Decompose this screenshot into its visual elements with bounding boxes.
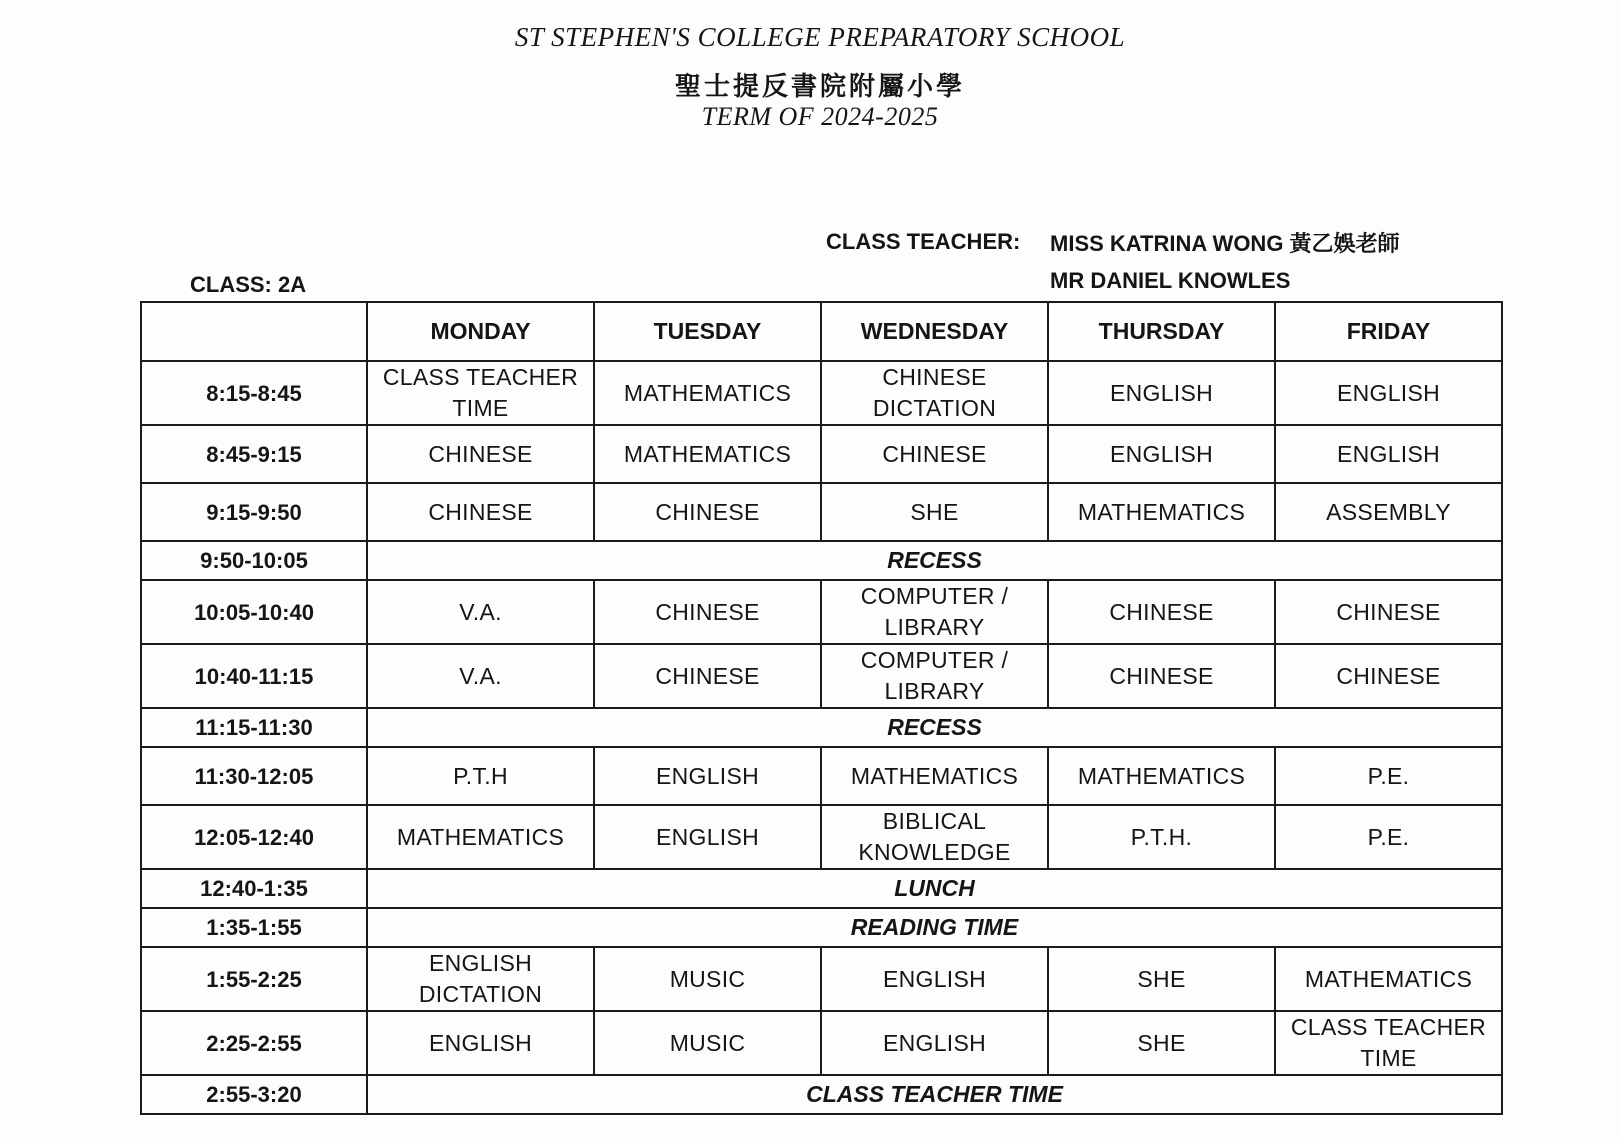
- subject-cell: CLASS TEACHER TIME: [1275, 1011, 1502, 1075]
- day-header: THURSDAY: [1048, 302, 1275, 361]
- subject-cell: ENGLISH: [821, 947, 1048, 1011]
- time-slot: 12:40-1:35: [141, 869, 367, 908]
- time-slot: 9:50-10:05: [141, 541, 367, 580]
- subject-cell: SHE: [1048, 947, 1275, 1011]
- subject-cell: V.A.: [367, 644, 594, 708]
- lesson-row: [141, 1011, 1502, 1075]
- subject-cell: MATHEMATICS: [821, 747, 1048, 805]
- subject-cell: ENGLISH: [1048, 425, 1275, 483]
- subject-cell: MATHEMATICS: [367, 805, 594, 869]
- time-slot: 11:30-12:05: [141, 747, 367, 805]
- subject-cell: ENGLISH: [594, 805, 821, 869]
- subject-cell: COMPUTER / LIBRARY: [821, 580, 1048, 644]
- subject-cell: CHINESE: [594, 580, 821, 644]
- class-teacher-name-1: MISS KATRINA WONG 黃乙娛老師: [1050, 231, 1400, 256]
- break-label: CLASS TEACHER TIME: [367, 1075, 1502, 1114]
- subject-cell: CHINESE DICTATION: [821, 361, 1048, 425]
- day-header: TUESDAY: [594, 302, 821, 361]
- subject-cell: ENGLISH: [1275, 425, 1502, 483]
- subject-cell: ENGLISH: [821, 1011, 1048, 1075]
- class-label: CLASS: 2A: [190, 272, 307, 297]
- time-slot: 8:45-9:15: [141, 425, 367, 483]
- subject-cell: ENGLISH: [367, 1011, 594, 1075]
- break-row: [141, 708, 1502, 747]
- term-title: TERM OF 2024-2025: [701, 102, 939, 131]
- subject-cell: CHINESE: [1275, 644, 1502, 708]
- timetable-body: [141, 361, 1502, 1114]
- break-row: [141, 541, 1502, 580]
- subject-cell: CHINESE: [1048, 644, 1275, 708]
- subject-cell: MUSIC: [594, 1011, 821, 1075]
- subject-cell: CHINESE: [594, 644, 821, 708]
- lesson-row: [141, 805, 1502, 869]
- lesson-row: [141, 483, 1502, 541]
- break-label: RECESS: [367, 708, 1502, 747]
- subject-cell: P.E.: [1275, 747, 1502, 805]
- subject-cell: MUSIC: [594, 947, 821, 1011]
- time-slot: 10:40-11:15: [141, 644, 367, 708]
- subject-cell: CHINESE: [821, 425, 1048, 483]
- subject-cell: ENGLISH: [1048, 361, 1275, 425]
- day-header: FRIDAY: [1275, 302, 1502, 361]
- subject-cell: P.E.: [1275, 805, 1502, 869]
- subject-cell: CHINESE: [367, 483, 594, 541]
- time-slot: 2:25-2:55: [141, 1011, 367, 1075]
- time-slot: 9:15-9:50: [141, 483, 367, 541]
- time-slot: 1:35-1:55: [141, 908, 367, 947]
- time-slot: 8:15-8:45: [141, 361, 367, 425]
- break-label: LUNCH: [367, 869, 1502, 908]
- subject-cell: ENGLISH: [1275, 361, 1502, 425]
- corner-cell: [141, 302, 367, 361]
- day-header: MONDAY: [367, 302, 594, 361]
- school-name-chinese: 聖士提反書院附屬小學: [674, 72, 965, 102]
- subject-cell: SHE: [821, 483, 1048, 541]
- header-row: [141, 302, 1502, 361]
- subject-cell: MATHEMATICS: [1048, 747, 1275, 805]
- subject-cell: CHINESE: [594, 483, 821, 541]
- lesson-row: [141, 644, 1502, 708]
- lesson-row: [141, 580, 1502, 644]
- class-teacher-label: CLASS TEACHER:: [826, 229, 1021, 254]
- subject-cell: ASSEMBLY: [1275, 483, 1502, 541]
- break-row: [141, 908, 1502, 947]
- day-header: WEDNESDAY: [821, 302, 1048, 361]
- lesson-row: [141, 425, 1502, 483]
- subject-cell: CLASS TEACHER TIME: [367, 361, 594, 425]
- subject-cell: P.T.H.: [1048, 805, 1275, 869]
- lesson-row: [141, 747, 1502, 805]
- subject-cell: MATHEMATICS: [1048, 483, 1275, 541]
- subject-cell: CHINESE: [1048, 580, 1275, 644]
- break-label: READING TIME: [367, 908, 1502, 947]
- subject-cell: COMPUTER / LIBRARY: [821, 644, 1048, 708]
- subject-cell: ENGLISH DICTATION: [367, 947, 594, 1011]
- break-label: RECESS: [367, 541, 1502, 580]
- subject-cell: BIBLICAL KNOWLEDGE: [821, 805, 1048, 869]
- subject-cell: SHE: [1048, 1011, 1275, 1075]
- time-slot: 11:15-11:30: [141, 708, 367, 747]
- subject-cell: V.A.: [367, 580, 594, 644]
- time-slot: 12:05-12:40: [141, 805, 367, 869]
- time-slot: 10:05-10:40: [141, 580, 367, 644]
- break-row: [141, 869, 1502, 908]
- time-slot: 2:55-3:20: [141, 1075, 367, 1114]
- subject-cell: MATHEMATICS: [594, 425, 821, 483]
- subject-cell: MATHEMATICS: [1275, 947, 1502, 1011]
- time-slot: 1:55-2:25: [141, 947, 367, 1011]
- subject-cell: CHINESE: [367, 425, 594, 483]
- subject-cell: CHINESE: [1275, 580, 1502, 644]
- subject-cell: ENGLISH: [594, 747, 821, 805]
- timetable: [140, 301, 1503, 1115]
- class-teacher-name-2: MR DANIEL KNOWLES: [1050, 268, 1291, 293]
- subject-cell: MATHEMATICS: [594, 361, 821, 425]
- school-name: ST STEPHEN'S COLLEGE PREPARATORY SCHOOL: [514, 22, 1126, 52]
- subject-cell: P.T.H: [367, 747, 594, 805]
- lesson-row: [141, 947, 1502, 1011]
- lesson-row: [141, 361, 1502, 425]
- break-row: [141, 1075, 1502, 1114]
